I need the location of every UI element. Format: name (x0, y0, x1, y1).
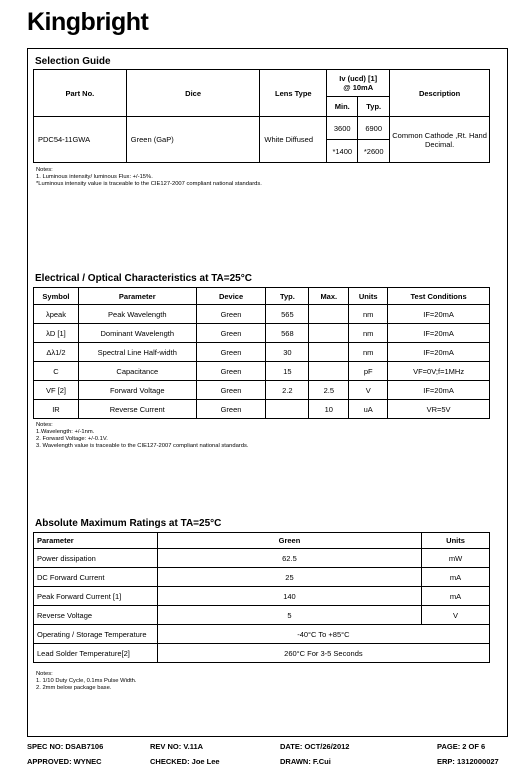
cell-max: 10 (309, 400, 349, 419)
absolute-ratings-table (33, 532, 490, 663)
cell-min-1: 3600 (327, 117, 358, 140)
col-min: Min. (327, 97, 358, 117)
absolute-ratings-title: Absolute Maximum Ratings at TA=25°C (35, 518, 222, 529)
cell-max (309, 305, 349, 324)
footer-spec-no: SPEC NO: DSAB7106 (27, 742, 104, 751)
table-row (34, 381, 490, 400)
cell-device: Green (196, 362, 266, 381)
cell-parameter: Capacitance (78, 362, 196, 381)
col-test-conditions: Test Conditions (388, 288, 490, 305)
absolute-header-row (34, 533, 490, 549)
table-row (34, 362, 490, 381)
absolute-notes (36, 671, 137, 692)
cell-symbol: Δλ1/2 (34, 343, 79, 362)
col-symbol: Symbol (34, 288, 79, 305)
col-lens-type: Lens Type (260, 70, 327, 117)
col-part-no: Part No. (34, 70, 127, 117)
selection-guide-title: Selection Guide (35, 56, 111, 67)
table-row (34, 568, 490, 587)
col-parameter: Parameter (34, 533, 158, 549)
cell-min-2: *1400 (327, 140, 358, 163)
brand-logo: Kingbright (27, 8, 149, 36)
cell-value: 5 (157, 606, 421, 625)
note-line: 2. 2mm below package base. (36, 685, 112, 691)
cell-parameter: Power dissipation (34, 549, 158, 568)
note-line: Notes: (36, 422, 53, 428)
iv-header-line2: @ 10mA (343, 83, 374, 92)
cell-test-conditions: VR=5V (388, 400, 490, 419)
cell-test-conditions: IF=20mA (388, 343, 490, 362)
table-row (34, 625, 490, 644)
cell-symbol: λpeak (34, 305, 79, 324)
note-line: 1. Luminous intensity/ luminous Flux: +/-15%. (36, 174, 153, 180)
cell-typ: 2.2 (266, 381, 309, 400)
electrical-title: Electrical / Optical Characteristics at TA=25°C (35, 273, 252, 284)
cell-value: -40°C To +85°C (157, 625, 489, 644)
electrical-notes (36, 422, 248, 450)
footer-rev-no: REV NO: V.11A (150, 742, 204, 751)
cell-units: nm (349, 324, 388, 343)
cell-typ: 565 (266, 305, 309, 324)
col-iv (327, 70, 390, 97)
cell-value: 260°C For 3-5 Seconds (157, 644, 489, 663)
table-row (34, 587, 490, 606)
table-row (34, 644, 490, 663)
cell-device: Green (196, 343, 266, 362)
cell-parameter: Operating / Storage Temperature (34, 625, 158, 644)
col-dice: Dice (126, 70, 260, 117)
electrical-table (33, 287, 490, 419)
cell-test-conditions: IF=20mA (388, 324, 490, 343)
table-row (34, 343, 490, 362)
cell-parameter: Forward Voltage (78, 381, 196, 400)
col-typ: Typ. (266, 288, 309, 305)
cell-parameter: DC Forward Current (34, 568, 158, 587)
col-units: Units (349, 288, 388, 305)
col-description: Description (390, 70, 490, 117)
cell-value: 62.5 (157, 549, 421, 568)
cell-device: Green (196, 324, 266, 343)
table-row (34, 606, 490, 625)
cell-value: 25 (157, 568, 421, 587)
cell-lens-type: White Diffused (260, 117, 327, 163)
cell-parameter: Peak Forward Current [1] (34, 587, 158, 606)
table-row (34, 400, 490, 419)
cell-dice: Green (GaP) (126, 117, 260, 163)
cell-units: pF (349, 362, 388, 381)
cell-description: Common Cathode ,Rt. Hand Decimal. (390, 117, 490, 163)
col-max: Max. (309, 288, 349, 305)
selection-notes (36, 167, 262, 188)
note-line: Notes: (36, 167, 53, 173)
cell-parameter: Spectral Line Half-width (78, 343, 196, 362)
col-typ: Typ. (358, 97, 390, 117)
cell-parameter: Peak Wavelength (78, 305, 196, 324)
cell-typ (266, 400, 309, 419)
cell-max (309, 362, 349, 381)
cell-typ: 30 (266, 343, 309, 362)
cell-max: 2.5 (309, 381, 349, 400)
note-line: 3. Wavelength value is traceable to the CIE127-2007 compliant national standards. (36, 443, 249, 449)
table-row (34, 305, 490, 324)
cell-symbol: λD [1] (34, 324, 79, 343)
cell-parameter: Reverse Current (78, 400, 196, 419)
note-line: *Luminous intensity value is traceable to the CIE127-2007 compliant national standards. (36, 181, 262, 187)
cell-typ-2: *2600 (358, 140, 390, 163)
cell-units: uA (349, 400, 388, 419)
table-row (34, 324, 490, 343)
footer-checked: CHECKED: Joe Lee (150, 757, 220, 766)
cell-part-no: PDC54-11GWA (34, 117, 127, 163)
cell-typ-1: 6900 (358, 117, 390, 140)
cell-device: Green (196, 381, 266, 400)
cell-parameter: Reverse Voltage (34, 606, 158, 625)
footer-date: DATE: OCT/26/2012 (280, 742, 350, 751)
cell-test-conditions: VF=0V;f=1MHz (388, 362, 490, 381)
cell-typ: 568 (266, 324, 309, 343)
col-units: Units (422, 533, 490, 549)
cell-units: V (349, 381, 388, 400)
cell-symbol: IR (34, 400, 79, 419)
note-line: 1.Wavelength: +/-1nm. (36, 429, 95, 435)
cell-units: nm (349, 343, 388, 362)
cell-device: Green (196, 400, 266, 419)
footer-page: PAGE: 2 OF 6 (437, 742, 486, 751)
cell-test-conditions: IF=20mA (388, 381, 490, 400)
cell-units: nm (349, 305, 388, 324)
footer-drawn: DRAWN: F.Cui (280, 757, 331, 766)
cell-max (309, 324, 349, 343)
cell-test-conditions: IF=20mA (388, 305, 490, 324)
cell-units: V (422, 606, 490, 625)
col-device: Device (196, 288, 266, 305)
table-row (34, 549, 490, 568)
footer-approved: APPROVED: WYNEC (27, 757, 102, 766)
cell-typ: 15 (266, 362, 309, 381)
note-line: 1. 1/10 Duty Cycle, 0.1ms Pulse Width. (36, 678, 137, 684)
cell-parameter: Dominant Wavelength (78, 324, 196, 343)
cell-units: mW (422, 549, 490, 568)
col-parameter: Parameter (78, 288, 196, 305)
cell-max (309, 343, 349, 362)
footer-erp: ERP: 1312000027 (437, 757, 499, 766)
note-line: Notes: (36, 671, 53, 677)
cell-parameter: Lead Solder Temperature[2] (34, 644, 158, 663)
cell-units: mA (422, 568, 490, 587)
cell-symbol: VF [2] (34, 381, 79, 400)
cell-value: 140 (157, 587, 421, 606)
iv-header-line1: Iv (ucd) [1] (339, 74, 378, 83)
selection-guide-table (33, 69, 490, 163)
cell-device: Green (196, 305, 266, 324)
cell-units: mA (422, 587, 490, 606)
electrical-header-row (34, 288, 490, 305)
note-line: 2. Forward Voltage: +/-0.1V. (36, 436, 108, 442)
col-green: Green (157, 533, 421, 549)
cell-symbol: C (34, 362, 79, 381)
